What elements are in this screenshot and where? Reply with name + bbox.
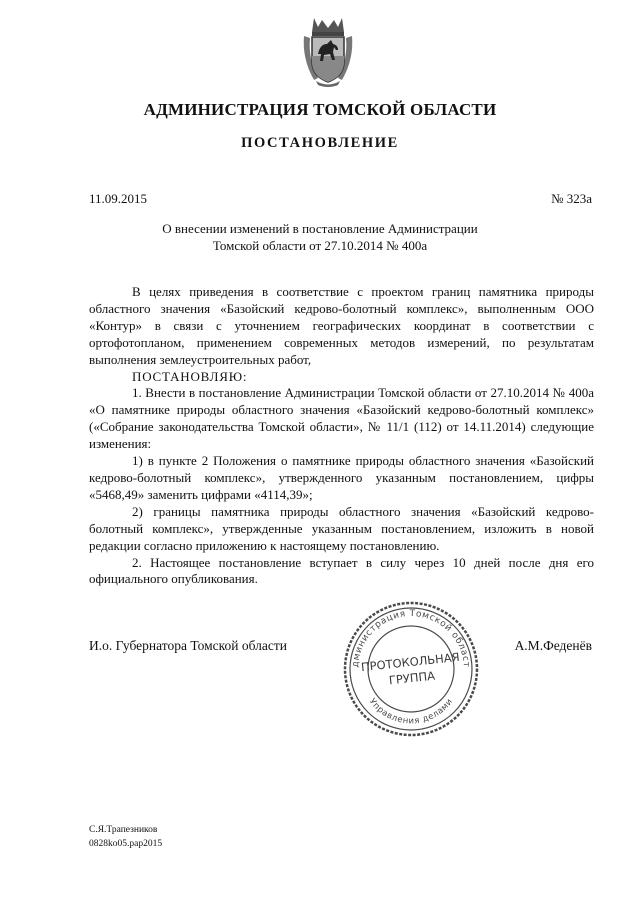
preamble-paragraph: В целях приведения в соответствие с проектом границ памятника природы областного значения «Базойский кедрово-болотный комплекс», выполненным ООО «Контур» в связи с уточнением географических координат в соответствии с ортофотопланом, применением современных методов измерений, по результатам выполнения землеустроительных работ,: [89, 284, 594, 367]
item-2-paragraph: 2. Настоящее постановление вступает в силу через 10 дней после дня его официального опубликования.: [89, 554, 594, 587]
stamp-line-1: ПРОТОКОЛЬНАЯ: [360, 649, 461, 675]
organization-title: АДМИНИСТРАЦИЯ ТОМСКОЙ ОБЛАСТИ: [143, 100, 497, 119]
item-1-paragraph: 1. Внести в постановление Администрации Томской области от 27.10.2014 № 400а «О памятнике природы областного значения «Базойский кедрово-болотный комплекс» («Собрание законодательства Томской области», № 11/1 (112) от 14.11.2014) следующие изменения:: [89, 385, 594, 452]
stamp-bottom-text: Управления делами: [366, 696, 456, 727]
document-subject: [0, 221, 640, 254]
coat-of-arms-icon: [300, 14, 356, 88]
document-date: 11.09.2015: [89, 191, 148, 206]
footer-file-code: 0828ko05.pap2015: [89, 838, 163, 849]
item-1-2-paragraph: 2) границы памятника природы областного значения «Базойский кедрово-болотный комплекс», утвержденные указанным постановлением, изложить в новой редакции согласно приложению к настоящему постановлению.: [89, 503, 594, 553]
document-type-title: ПОСТАНОВЛЕНИЕ: [241, 135, 399, 151]
signatory-role: И.о. Губернатора Томской области: [89, 638, 287, 653]
document-footer: [89, 824, 162, 851]
document-body: [89, 284, 594, 588]
subject-line-1: О внесении изменений в постановление Администрации: [162, 221, 478, 236]
signatory-name: А.М.Феденёв: [514, 638, 592, 653]
decree-word: ПОСТАНОВЛЯЮ:: [132, 368, 248, 384]
footer-author: С.Я.Трапезников: [89, 825, 158, 835]
item-1-1-paragraph: 1) в пункте 2 Положения о памятнике природы областного значения «Базойский кедрово-болотный комплекс», утвержденного указанным постановлением, цифры «5468,49» заменить цифрами «4114,39»;: [89, 453, 594, 502]
document-number: № 323а: [551, 191, 592, 206]
stamp-outer-text: дминистрация Томской област: [350, 608, 472, 669]
official-stamp: [340, 598, 482, 740]
stamp-line-2: ГРУППА: [388, 668, 436, 688]
subject-line-2: Томской области от 27.10.2014 № 400а: [212, 237, 428, 253]
